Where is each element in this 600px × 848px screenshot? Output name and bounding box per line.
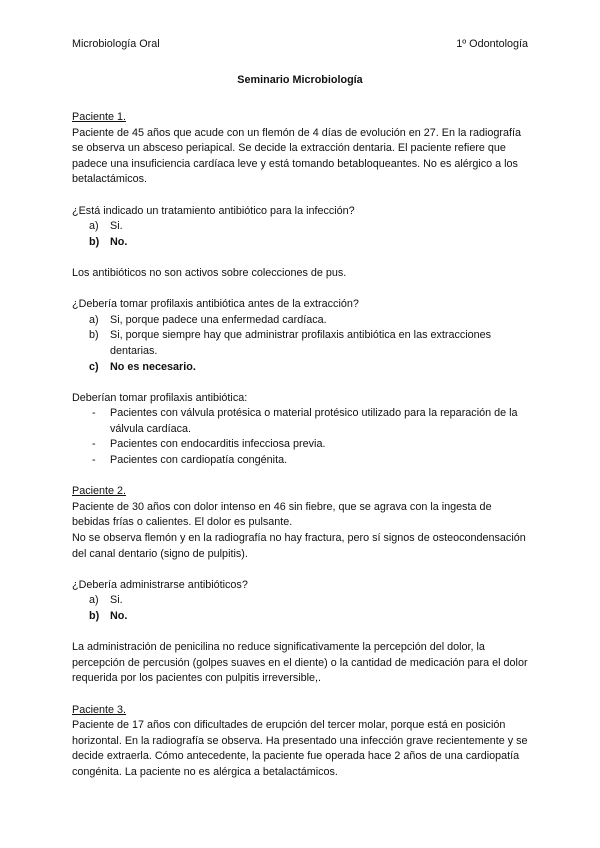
option-marker: b) [89, 329, 99, 342]
case-2-question-1: ¿Debería administrarse antibióticos? [72, 578, 248, 591]
option-b-correct [72, 609, 528, 625]
option-a [72, 219, 528, 235]
case-2-question-1-options [72, 593, 528, 624]
case-2-description [72, 484, 528, 562]
prophylaxis-intro: Deberían tomar profilaxis antibiótica: [72, 391, 248, 404]
option-b-correct [72, 235, 528, 251]
list-item-text: Pacientes con endocarditis infecciosa previa. [110, 438, 326, 451]
list-item: - Pacientes con válvula protésica o material protésico utilizado para la reparación de la válvula cardíaca. [92, 407, 518, 435]
page-header [72, 38, 528, 50]
option-text: Si. [110, 594, 123, 607]
option-marker: b) [89, 610, 100, 622]
case-2-heading: Paciente 2. [72, 485, 127, 498]
option-b [72, 328, 528, 359]
option-text: Si. [110, 220, 123, 233]
case-1 [72, 110, 528, 469]
case-3-heading: Paciente 3. [72, 703, 127, 716]
case-3 [72, 703, 528, 781]
list-item: - Pacientes con endocarditis infecciosa previa. [92, 438, 326, 451]
case-1-question-1: ¿Está indicado un tratamiento antibiótico para la infección? [72, 204, 355, 217]
list-item: - Pacientes con cardiopatía congénita. [92, 454, 288, 467]
case-1-text: Paciente de 45 años que acude con un flemón de 4 días de evolución en 27. En la radiografía se observa un absceso periapical. Se decide la extracción dentaria. El paciente refiere que padece una insuficiencia cardíaca leve y está tomando betabloqueantes. No es alérgico a los betalactámicos. [72, 126, 521, 186]
list-item-text: Pacientes con cardiopatía congénita. [110, 454, 288, 467]
case-3-text: Paciente de 17 años con dificultades de erupción del tercer molar, porque está en posición horizontal. En la radiografía se observa. Ha presentado una infección grave recientemente y se decide extraerla. Cómo antecedente, la paciente fue operada hace 2 años de una cardiopatía congénita. La paciente no es alérgica a betalactámicos. [72, 719, 528, 778]
header-course: Microbiología Oral [72, 38, 160, 50]
option-a [72, 313, 528, 329]
option-c-correct [72, 360, 528, 376]
case-1-question-2: ¿Debería tomar profilaxis antibiótica antes de la extracción? [72, 298, 359, 311]
case-1-description [72, 110, 528, 188]
case-2 [72, 484, 528, 687]
option-marker: a) [89, 313, 99, 326]
option-marker: a) [89, 594, 99, 607]
option-text: Si, porque padece una enfermedad cardíaca. [110, 313, 327, 326]
case-1-question-2-options [72, 313, 528, 375]
case-1-answer-note: Los antibióticos no son activos sobre colecciones de pus. [72, 266, 347, 279]
case-2-text-1: Paciente de 30 años con dolor intenso en 46 sin fiebre, que se agrava con la ingesta de bebidas frías o calientes. El dolor es pulsante. [72, 500, 492, 529]
case-2-text-2: No se observa flemón y en la radiografía no hay fractura, pero sí signos de osteocondensación del canal dentario (signo de pulpitis). [72, 532, 526, 560]
option-text: No. [110, 235, 128, 248]
option-a [72, 593, 528, 609]
option-marker: a) [89, 220, 99, 233]
prophylaxis-list [72, 406, 528, 468]
option-marker: c) [89, 360, 99, 373]
case-3-description [72, 703, 528, 781]
option-text: No es necesario. [110, 360, 196, 373]
list-item-text: Pacientes con válvula protésica o material protésico utilizado para la reparación de la válvula cardíaca. [110, 407, 518, 435]
document-title: Seminario Microbiología [237, 74, 363, 86]
header-degree: 1º Odontología [456, 38, 528, 50]
case-1-question-1-options [72, 219, 528, 250]
option-text: No. [110, 610, 128, 622]
option-text: Si, porque siempre hay que administrar profilaxis antibiótica en las extracciones dentarias. [110, 329, 492, 357]
case-2-answer-note: La administración de penicilina no reduce significativamente la percepción del dolor, la percepción de percusión (golpes suaves en el diente) o la cantidad de medicación para el dolor requerida por los pacientes con pulpitis irreversible,. [72, 641, 528, 685]
option-marker: b) [89, 235, 100, 248]
case-1-heading: Paciente 1. [72, 111, 127, 123]
document-page [72, 38, 528, 796]
